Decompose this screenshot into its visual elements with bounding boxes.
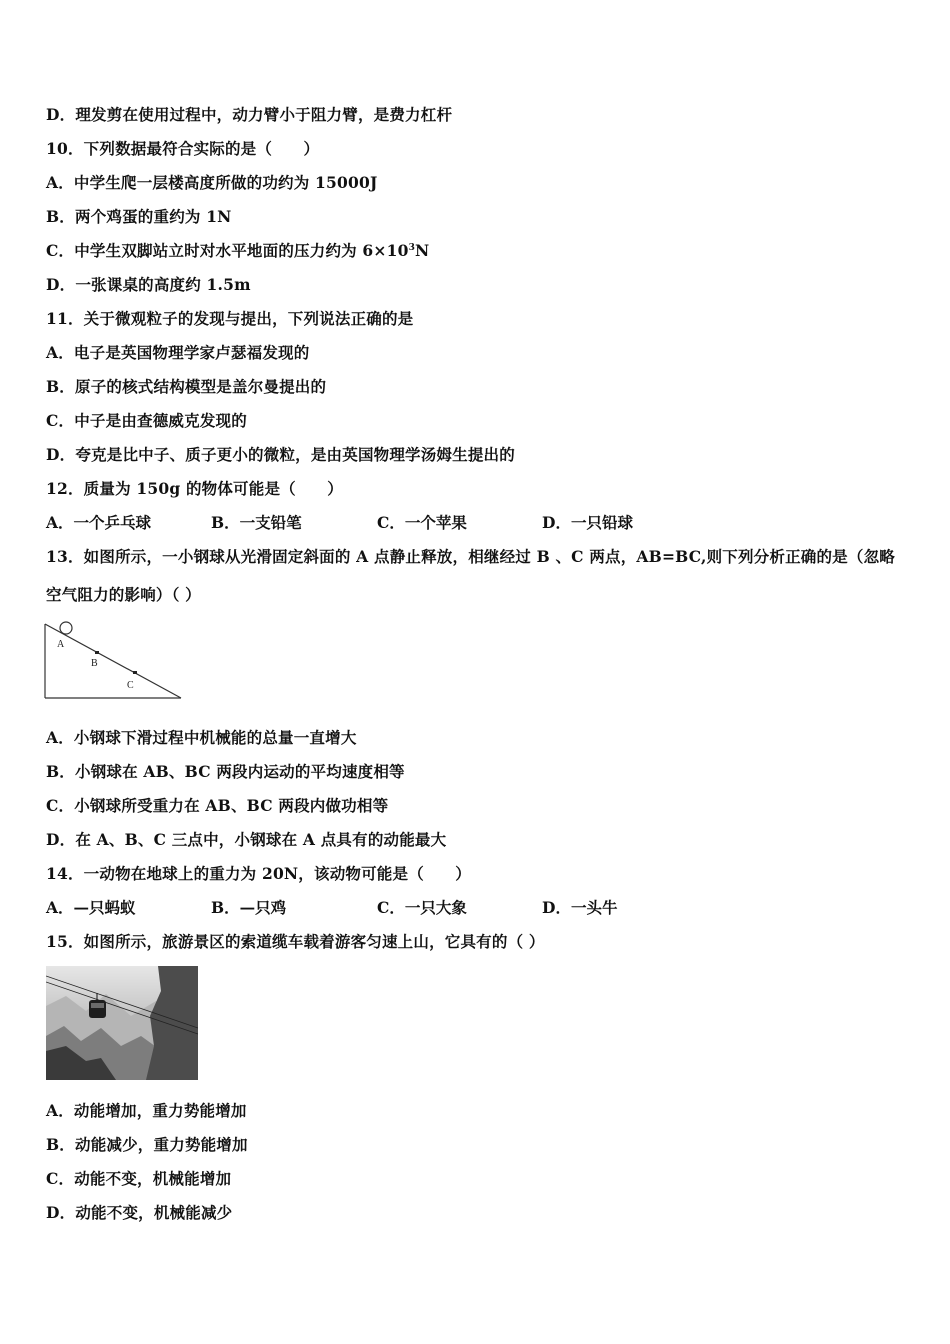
- label-b: B: [91, 658, 98, 669]
- q15-option-a: A．动能增加，重力势能增加: [46, 1101, 247, 1120]
- q10-option-a: A．中学生爬一层楼高度所做的功约为 15000J: [46, 173, 378, 192]
- q10-option-c-unit: N: [415, 241, 430, 260]
- point-c-marker: [133, 671, 137, 674]
- label-c: C: [127, 680, 134, 691]
- label-a: A: [57, 639, 65, 650]
- q11-option-a: A．电子是英国物理学家卢瑟福发现的: [46, 343, 310, 362]
- steel-ball: [60, 622, 72, 634]
- q10-option-d: D．一张课桌的高度约 1.5m: [46, 275, 251, 294]
- q11-stem: 11．关于微观粒子的发现与提出，下列说法正确的是: [46, 309, 414, 328]
- q12-option-a: A．一个乒乓球: [46, 513, 152, 532]
- point-b-marker: [95, 651, 99, 654]
- q9-option-d: D．理发剪在使用过程中，动力臂小于阻力臂，是费力杠杆: [46, 105, 453, 124]
- q13-stem-line2: 空气阻力的影响）（ ）: [46, 585, 201, 604]
- q13-stem-line1: 13．如图所示，一小钢球从光滑固定斜面的 A 点静止释放，相继经过 B 、C 两点，AB=BC,则下列分析正确的是（忽略: [46, 547, 895, 566]
- q12-option-d: D．一只铅球: [542, 513, 633, 532]
- q13-option-a: A．小钢球下滑过程中机械能的总量一直增大: [46, 728, 357, 747]
- q13-option-d: D．在 A、B、C 三点中，小钢球在 A 点具有的动能最大: [46, 830, 447, 849]
- q12-option-b: B．一支铅笔: [211, 513, 302, 532]
- q11-option-b: B．原子的核式结构模型是盖尔曼提出的: [46, 377, 327, 396]
- q13-option-c: C．小钢球所受重力在 AB、BC 两段内做功相等: [46, 796, 389, 815]
- q10-option-c-text: C．中学生双脚站立时对水平地面的压力约为 6×10: [46, 241, 409, 260]
- q14-option-d: D．一头牛: [542, 898, 618, 917]
- q12-stem: 12．质量为 150g 的物体可能是（ ）: [46, 479, 343, 498]
- q11-option-d: D．夸克是比中子、质子更小的微粒，是由英国物理学汤姆生提出的: [46, 445, 515, 464]
- q14-option-c: C．一只大象: [377, 898, 467, 917]
- q15-option-b: B．动能减少，重力势能增加: [46, 1135, 248, 1154]
- q14-stem: 14．一动物在地球上的重力为 20N，该动物可能是（ ）: [46, 864, 472, 883]
- cable-car-cabin: [89, 1000, 106, 1018]
- cable-car-window: [91, 1003, 104, 1008]
- q10-stem: 10．下列数据最符合实际的是（ ）: [46, 139, 320, 158]
- q10-option-b: B．两个鸡蛋的重约为 1N: [46, 207, 232, 226]
- q13-option-b: B．小钢球在 AB、BC 两段内运动的平均速度相等: [46, 762, 405, 781]
- q10-option-c: [46, 239, 429, 261]
- q11-option-c: C．中子是由查德威克发现的: [46, 411, 247, 430]
- q12-option-c: C．一个苹果: [377, 513, 467, 532]
- q15-option-c: C．动能不变，机械能增加: [46, 1169, 232, 1188]
- incline-diagram: [44, 620, 184, 702]
- cable-car-photo: [46, 966, 198, 1080]
- incline-slope: [45, 624, 181, 698]
- q15-option-d: D．动能不变，机械能减少: [46, 1203, 233, 1222]
- q10-option-c-exponent: 3: [408, 242, 416, 253]
- q15-stem: 15．如图所示，旅游景区的索道缆车载着游客匀速上山，它具有的（ ）: [46, 932, 545, 951]
- q14-option-a: A．—只蚂蚁: [46, 898, 136, 917]
- q14-option-b: B．—只鸡: [211, 898, 287, 917]
